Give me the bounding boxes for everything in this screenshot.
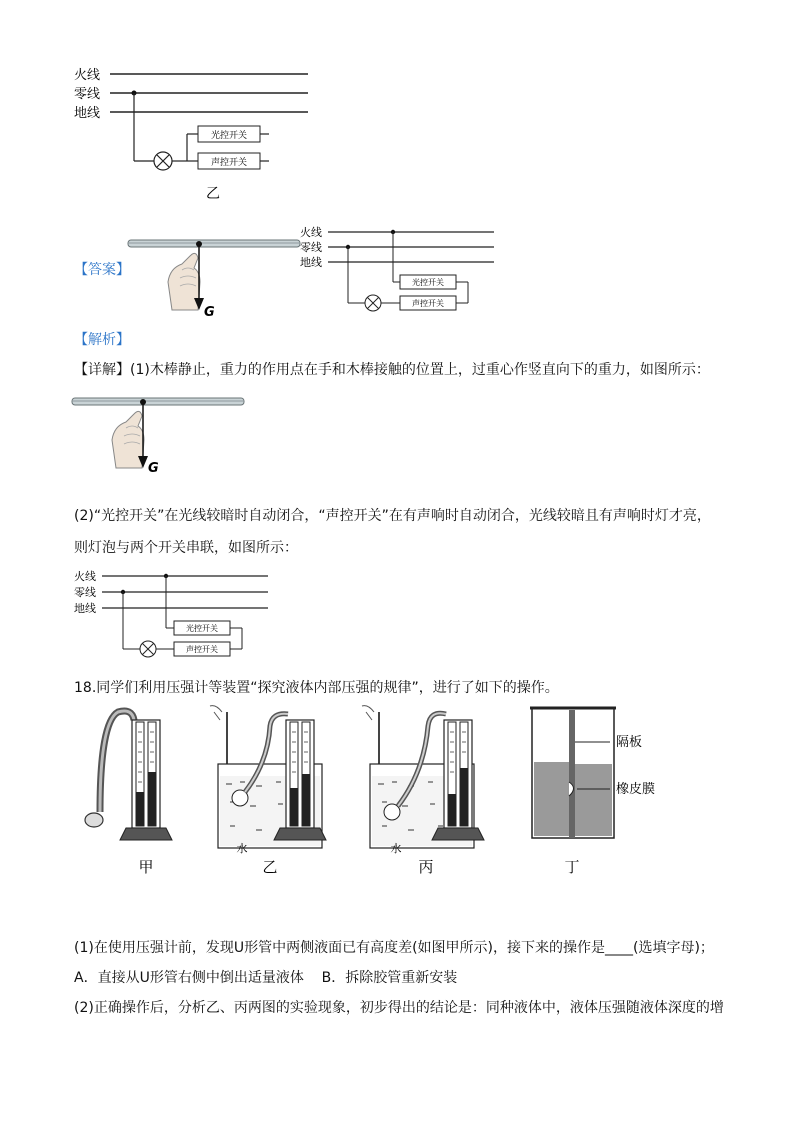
svg-text:光控开关: 光控开关 [186, 624, 218, 633]
light-switch-label: 光控开关 [210, 131, 248, 141]
partition-label: 隔板 [616, 735, 643, 750]
lever-gravity-figure [128, 232, 303, 320]
apparatus-caption-yi: 乙 [262, 858, 278, 876]
answer-label: 【答案】 [74, 262, 130, 278]
svg-text:地线: 地线 [74, 602, 96, 615]
apparatus-ding [530, 708, 655, 876]
svg-text:火线: 火线 [300, 226, 322, 239]
analysis-label: 【解析】 [74, 332, 130, 348]
sound-switch-label: 声控开关 [210, 158, 248, 168]
live-wire-label: 火线 [74, 68, 101, 83]
svg-text:声控开关: 声控开关 [412, 299, 444, 308]
apparatus-bing [362, 706, 484, 876]
circuit-diagram-answer [296, 222, 501, 317]
svg-text:光控开关: 光控开关 [412, 278, 444, 287]
svg-text:地线: 地线 [300, 256, 322, 269]
circuit-diagram-top [70, 62, 320, 202]
ground-wire-label: 地线 [74, 106, 101, 121]
question-18-part-1: (1)在使用压强计前，发现U形管中两侧液面已有高度差(如图甲所示)，接下来的操作是____(选填字母)； [74, 940, 714, 956]
question-18-options: A．直接从U形管右侧中倒出适量液体 B．拆除胶管重新安装 [74, 970, 458, 986]
lever-gravity-figure-2 [72, 392, 247, 478]
apparatus-caption-ding: 丁 [564, 858, 580, 876]
circuit-diagram-analysis [70, 566, 275, 661]
water-label: 水 [236, 842, 248, 855]
detail-label: 【详解】 [74, 362, 130, 378]
gravity-label: G [204, 305, 215, 320]
apparatus-jia [85, 711, 172, 876]
svg-text:声控开关: 声控开关 [186, 645, 218, 654]
lamp-icon [140, 641, 156, 657]
lamp-icon [365, 295, 381, 311]
neutral-wire-label: 零线 [74, 87, 101, 102]
svg-text:G: G [148, 461, 159, 476]
hand-icon [168, 253, 200, 310]
svg-text:零线: 零线 [74, 586, 96, 599]
lamp-icon [154, 152, 172, 170]
svg-text:零线: 零线 [300, 241, 322, 254]
hand-icon [112, 411, 144, 468]
svg-text:火线: 火线 [74, 570, 96, 583]
apparatus-yi [210, 706, 326, 876]
detail-line-2b: 则灯泡与两个开关串联，如图所示： [74, 540, 298, 556]
detail-line-1: 【详解】(1)木棒静止，重力的作用点在手和木棒接触的位置上，过重心作竖直向下的重力，如图所示： [74, 362, 710, 378]
detail-line-2a: (2)“光控开关”在光线较暗时自动闭合，“声控开关”在有声响时自动闭合，光线较暗且有声响时灯才亮， [74, 508, 711, 524]
membrane-label: 橡皮膜 [616, 782, 656, 797]
figure-caption: 乙 [206, 186, 220, 202]
question-18-part-2: (2)正确操作后，分析乙、丙两图的实验现象，初步得出的结论是：同种液体中，液体压强随液体深度的增 [74, 1000, 724, 1016]
pressure-gauge-apparatus [80, 702, 656, 884]
water-label-2: 水 [390, 842, 402, 855]
apparatus-caption-jia: 甲 [138, 858, 154, 876]
apparatus-caption-bing: 丙 [418, 858, 434, 876]
question-18-title: 18.同学们利用压强计等装置“探究液体内部压强的规律”，进行了如下的操作。 [74, 680, 559, 696]
